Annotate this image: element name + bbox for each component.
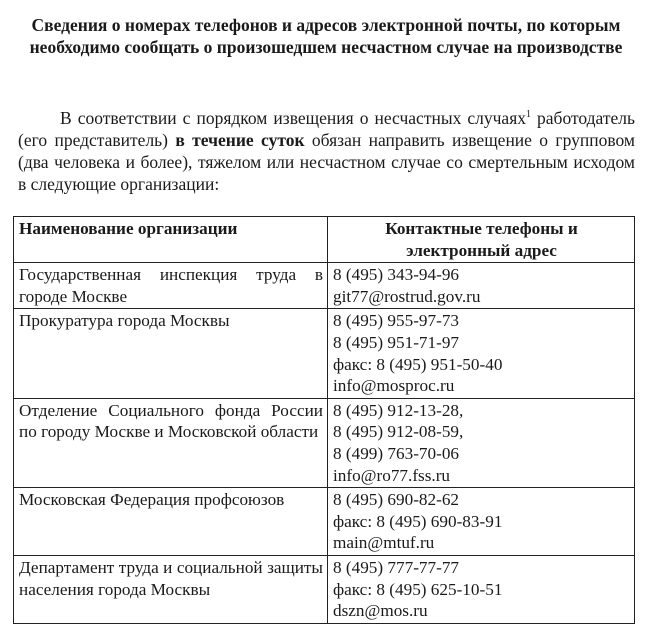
organization-contacts [328,398,635,487]
organization-name: Государственная инспекция труда в городе Москве [14,263,328,309]
table-row [14,555,635,623]
table-header-row [14,217,635,263]
table-row [14,309,635,398]
phone: 8 (495) 912-08-59, [333,422,464,442]
organization-contacts [328,309,635,398]
organizations-table [13,216,635,624]
header-organization: Наименование организации [14,217,328,263]
organization-name: Московская Федерация профсоюзов [14,488,328,556]
intro-paragraph [18,107,635,195]
fax: факс: 8 (495) 625-10-51 [333,579,503,599]
organization-contacts [328,555,635,623]
intro-text-1: В соответствии с порядком извещения о несчастных случаях [60,108,526,128]
phone: 8 (495) 955-97-73 [333,311,460,331]
fax: факс: 8 (495) 690-83-91 [333,511,503,531]
table-row [14,488,635,556]
phone: 8 (495) 690-82-62 [333,490,460,510]
fax: факс: 8 (495) 951-50-40 [333,354,503,374]
organization-name: Прокуратура города Москвы [14,309,328,398]
email: dszn@mos.ru [333,601,428,621]
email: info@ro77.fss.ru [333,465,451,485]
table-row [14,398,635,487]
document-title: Сведения о номерах телефонов и адресов электронной почты, по которым необходимо сообщать о произошедшем несчастном случае на производстве [29,15,623,57]
header-contacts: Контактные телефоны и электронный адрес [328,217,635,263]
phone: 8 (495) 912-13-28, [333,400,464,420]
organization-contacts [328,488,635,556]
phone: 8 (495) 343-94-96 [333,265,460,285]
email: info@mosproc.ru [333,376,455,396]
phone: 8 (495) 777-77-77 [333,557,460,577]
email: git77@rostrud.gov.ru [333,286,481,306]
intro-bold-deadline: в течение суток [175,130,305,150]
phone: 8 (499) 763-70-06 [333,443,460,463]
table-row [14,263,635,309]
intro-text-2: работодатель (его представитель) [18,108,635,150]
organization-contacts [328,263,635,309]
organization-name: Департамент труда и социальной защиты населения города Москвы [14,555,328,623]
email: main@mtuf.ru [333,533,435,553]
phone: 8 (495) 951-71-97 [333,332,460,352]
intro-text-3: обязан направить извещение о групповом (два человека и более), тяжелом или несчастном случае со смертельным исходом в следующие организации: [18,130,635,194]
organization-name: Отделение Социального фонда России по городу Москве и Московской области [14,398,328,487]
footnote-mark: 1 [526,109,531,120]
